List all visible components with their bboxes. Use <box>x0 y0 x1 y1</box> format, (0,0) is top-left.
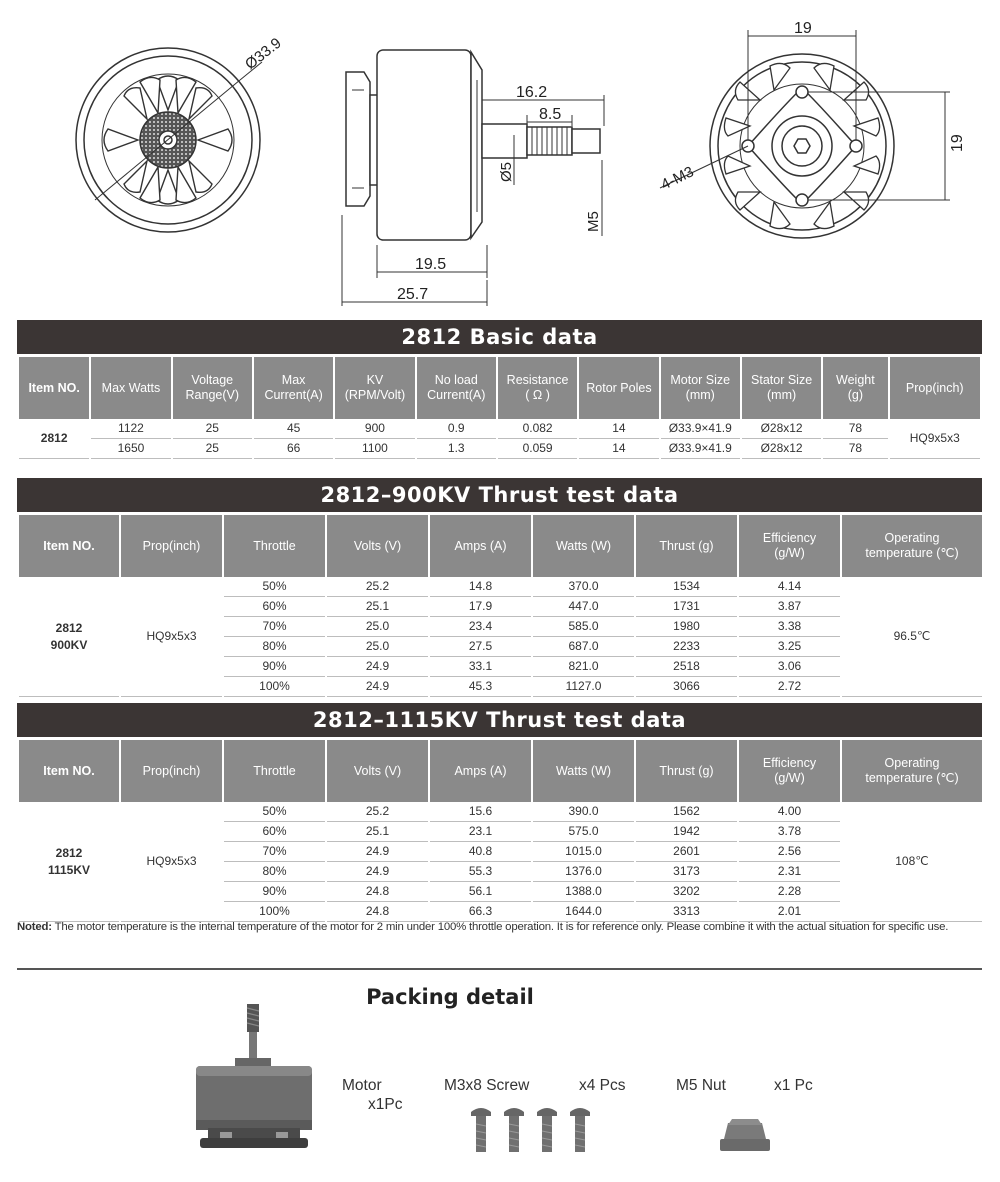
thrust-900kv-table <box>17 515 984 697</box>
table-cell: 33.1 <box>430 657 531 677</box>
column-header-line: Efficiency <box>762 756 817 770</box>
front-diameter-label: Ø33.9 <box>241 34 285 74</box>
screws-image <box>465 1104 605 1156</box>
table-cell: 1650 <box>91 439 170 459</box>
column-header-line: (mm) <box>767 388 797 402</box>
thrust-900kv-title: 2812–900KV Thrust test data <box>17 478 982 512</box>
basic-data-table <box>17 357 982 459</box>
column-header-line: Thrust (g) <box>659 763 714 778</box>
table-cell: 3.38 <box>739 617 840 637</box>
table-cell: 4.00 <box>739 802 840 822</box>
table-cell: 25.2 <box>327 802 428 822</box>
table-cell: 90% <box>224 882 325 902</box>
table-cell: 50% <box>224 577 325 597</box>
table-row <box>19 419 980 439</box>
nut-label: M5 Nut <box>676 1077 726 1094</box>
table-cell: 3202 <box>636 882 737 902</box>
column-header-line: Current(A) <box>264 388 323 402</box>
table-cell: 45.3 <box>430 677 531 697</box>
column-header-line: (mm) <box>685 388 715 402</box>
column-header <box>417 357 496 419</box>
column-header-line: Rotor Poles <box>586 380 652 395</box>
column-header-line: Max <box>281 373 306 387</box>
column-header-line: Voltage <box>191 373 234 387</box>
column-header-line: Throttle <box>253 763 296 778</box>
table-cell: 25 <box>173 439 252 459</box>
table-cell: 14 <box>579 419 658 439</box>
column-header-line: Item NO. <box>43 763 95 778</box>
table-cell: 25 <box>173 419 252 439</box>
table-cell: 0.082 <box>498 419 577 439</box>
table-cell: 60% <box>224 822 325 842</box>
table-cell: 585.0 <box>533 617 634 637</box>
prop-cell: HQ9x5x3 <box>890 419 980 459</box>
side-view <box>346 50 600 240</box>
rear-view <box>710 54 894 238</box>
table-cell: 2.72 <box>739 677 840 697</box>
side-dim-8-5: 8.5 <box>539 106 562 123</box>
column-header <box>254 357 333 419</box>
table-cell: 24.8 <box>327 882 428 902</box>
table-cell: 1.3 <box>417 439 496 459</box>
column-header-line: Stator Size <box>751 373 813 387</box>
table-cell: 14 <box>579 439 658 459</box>
column-header-line: Range(V) <box>185 388 240 402</box>
table-cell: 0.9 <box>417 419 496 439</box>
column-header <box>739 740 840 802</box>
motor-image <box>190 1000 320 1160</box>
table-cell: 24.8 <box>327 902 428 922</box>
table-cell: Ø33.9×41.9 <box>661 439 740 459</box>
table-cell: 1562 <box>636 802 737 822</box>
column-header <box>19 740 119 802</box>
column-header <box>91 357 170 419</box>
temperature-cell: 108℃ <box>842 802 982 922</box>
table-cell: Ø28x12 <box>742 439 821 459</box>
table-cell: 78 <box>823 439 887 459</box>
item-line: 1115KV <box>47 862 91 877</box>
column-header-line: Operating <box>884 756 940 770</box>
column-header-line: Prop(inch) <box>142 538 201 553</box>
table-cell: 1100 <box>335 439 414 459</box>
table-cell: Ø33.9×41.9 <box>661 419 740 439</box>
column-header-line: Volts (V) <box>353 763 402 778</box>
column-header-line: Current(A) <box>427 388 486 402</box>
column-header <box>430 515 531 577</box>
table-cell: 25.2 <box>327 577 428 597</box>
table-row <box>19 577 982 597</box>
column-header-line: Thrust (g) <box>659 538 714 553</box>
table-cell: 1731 <box>636 597 737 617</box>
table-cell: 0.059 <box>498 439 577 459</box>
column-header-line: Prop(inch) <box>142 763 201 778</box>
column-header <box>121 740 222 802</box>
table-cell: 2518 <box>636 657 737 677</box>
table-cell: 23.4 <box>430 617 531 637</box>
table-cell: 1980 <box>636 617 737 637</box>
table-cell: 25.1 <box>327 822 428 842</box>
table-cell: Ø28x12 <box>742 419 821 439</box>
footnote <box>17 921 987 933</box>
column-header-line: Amps (A) <box>454 538 507 553</box>
column-header-line: Motor Size <box>670 373 731 387</box>
column-header <box>430 740 531 802</box>
column-header-line: Prop(inch) <box>905 380 964 395</box>
column-header-line: Item NO. <box>28 380 80 395</box>
table-cell: 24.9 <box>327 657 428 677</box>
table-cell: 3066 <box>636 677 737 697</box>
table-cell: 78 <box>823 419 887 439</box>
front-view <box>76 48 262 232</box>
side-dim-shaft: Ø5 <box>498 161 515 182</box>
table-cell: 14.8 <box>430 577 531 597</box>
item-cell <box>19 577 119 697</box>
item-cell: 2812 <box>19 419 89 459</box>
table-cell: 1534 <box>636 577 737 597</box>
table-row <box>19 802 982 822</box>
table-cell: 1015.0 <box>533 842 634 862</box>
table-cell: 2.31 <box>739 862 840 882</box>
table-cell: 50% <box>224 802 325 822</box>
item-line: 900KV <box>50 637 88 652</box>
column-header <box>19 357 89 419</box>
column-header-line: Amps (A) <box>454 763 507 778</box>
table-cell: 90% <box>224 657 325 677</box>
table-cell: 2601 <box>636 842 737 862</box>
column-header <box>890 357 980 419</box>
column-header <box>742 357 821 419</box>
table-cell: 25.0 <box>327 637 428 657</box>
table-cell: 2.56 <box>739 842 840 862</box>
temperature-cell: 96.5℃ <box>842 577 982 697</box>
column-header <box>224 740 325 802</box>
table-cell: 390.0 <box>533 802 634 822</box>
prop-cell: HQ9x5x3 <box>121 577 222 697</box>
table-cell: 66 <box>254 439 333 459</box>
column-header <box>842 740 982 802</box>
nut-qty: x1 Pc <box>774 1077 813 1094</box>
table-cell: 24.9 <box>327 677 428 697</box>
table-cell: 1127.0 <box>533 677 634 697</box>
side-dim-19-5: 19.5 <box>415 256 447 273</box>
table-cell: 17.9 <box>430 597 531 617</box>
table-cell: 70% <box>224 842 325 862</box>
column-header <box>842 515 982 577</box>
column-header <box>579 357 658 419</box>
column-header <box>173 357 252 419</box>
table-cell: 370.0 <box>533 577 634 597</box>
column-header-line: (g/W) <box>774 771 805 785</box>
table-row <box>19 439 980 459</box>
column-header-line: ( Ω ) <box>525 388 550 402</box>
table-cell: 1388.0 <box>533 882 634 902</box>
table-cell: 2.01 <box>739 902 840 922</box>
item-line: 2812 <box>55 845 83 860</box>
table-cell: 60% <box>224 597 325 617</box>
table-cell: 1122 <box>91 419 170 439</box>
table-cell: 687.0 <box>533 637 634 657</box>
item-line: 2812 <box>55 620 83 635</box>
note-text: The motor temperature is the internal temperature of the motor for 2 min under 100% throttle operation. It is for reference only. Please combine it with the actual situation for specific use. <box>51 921 949 933</box>
table-cell: 24.9 <box>327 862 428 882</box>
side-dim-thread: M5 <box>585 211 602 232</box>
table-cell: 1942 <box>636 822 737 842</box>
column-header-line: Throttle <box>253 538 296 553</box>
table-cell: 2233 <box>636 637 737 657</box>
table-cell: 1376.0 <box>533 862 634 882</box>
table-cell: 3.06 <box>739 657 840 677</box>
column-header-line: Item NO. <box>43 538 95 553</box>
column-header <box>327 740 428 802</box>
table-cell: 4.14 <box>739 577 840 597</box>
table-cell: 821.0 <box>533 657 634 677</box>
column-header-line: Weight <box>836 373 875 387</box>
column-header <box>636 515 737 577</box>
column-header-line: Efficiency <box>762 531 817 545</box>
column-header-line: Resistance <box>506 373 569 387</box>
table-cell: 45 <box>254 419 333 439</box>
table-cell: 40.8 <box>430 842 531 862</box>
table-cell: 3.78 <box>739 822 840 842</box>
table-cell: 900 <box>335 419 414 439</box>
column-header <box>19 515 119 577</box>
prop-cell: HQ9x5x3 <box>121 802 222 922</box>
column-header <box>498 357 577 419</box>
side-dim-25-7: 25.7 <box>397 286 429 303</box>
table-cell: 3.87 <box>739 597 840 617</box>
thrust-1115kv-title: 2812–1115KV Thrust test data <box>17 703 982 737</box>
column-header-line: Watts (W) <box>555 763 612 778</box>
column-header <box>533 515 634 577</box>
motor-qty: x1Pc <box>368 1096 403 1113</box>
column-header <box>533 740 634 802</box>
table-cell: 3173 <box>636 862 737 882</box>
table-cell: 70% <box>224 617 325 637</box>
screw-label: M3x8 Screw <box>444 1077 530 1094</box>
basic-data-title: 2812 Basic data <box>17 320 982 354</box>
table-cell: 23.1 <box>430 822 531 842</box>
table-cell: 3.25 <box>739 637 840 657</box>
table-cell: 66.3 <box>430 902 531 922</box>
rear-dim-right: 19 <box>949 134 966 152</box>
column-header <box>823 357 887 419</box>
motor-label: Motor <box>342 1077 382 1094</box>
table-cell: 25.0 <box>327 617 428 637</box>
column-header-line: (g) <box>847 388 864 402</box>
table-cell: 1644.0 <box>533 902 634 922</box>
column-header-line: temperature (℃) <box>865 546 959 560</box>
column-header-line: temperature (℃) <box>865 771 959 785</box>
table-cell: 2.28 <box>739 882 840 902</box>
column-header-line: (RPM/Volt) <box>344 388 406 402</box>
column-header <box>335 357 414 419</box>
thrust-1115kv-table <box>17 740 984 922</box>
column-header-line: Volts (V) <box>353 538 402 553</box>
divider <box>17 968 982 970</box>
note-label: Noted: <box>17 921 52 933</box>
table-cell: 27.5 <box>430 637 531 657</box>
screw-qty: x4 Pcs <box>579 1077 626 1094</box>
packing-title: Packing detail <box>366 985 534 1009</box>
column-header-line: Max Watts <box>101 380 161 395</box>
table-cell: 100% <box>224 677 325 697</box>
column-header <box>661 357 740 419</box>
table-cell: 447.0 <box>533 597 634 617</box>
side-dim-16-2: 16.2 <box>516 84 548 101</box>
table-cell: 100% <box>224 902 325 922</box>
column-header <box>636 740 737 802</box>
table-cell: 575.0 <box>533 822 634 842</box>
column-header <box>224 515 325 577</box>
column-header <box>327 515 428 577</box>
table-cell: 15.6 <box>430 802 531 822</box>
table-cell: 24.9 <box>327 842 428 862</box>
table-cell: 56.1 <box>430 882 531 902</box>
column-header <box>739 515 840 577</box>
nut-image <box>718 1115 772 1155</box>
table-cell: 3313 <box>636 902 737 922</box>
column-header <box>121 515 222 577</box>
rear-dim-top: 19 <box>794 20 812 37</box>
column-header-line: KV <box>366 373 384 387</box>
rear-dim-holes: 4-M3 <box>658 163 697 194</box>
column-header-line: (g/W) <box>774 546 805 560</box>
item-cell <box>19 802 119 922</box>
column-header-line: No load <box>434 373 478 387</box>
table-cell: 55.3 <box>430 862 531 882</box>
motor-dimension-drawing <box>0 0 1000 310</box>
table-cell: 80% <box>224 862 325 882</box>
column-header-line: Watts (W) <box>555 538 612 553</box>
column-header-line: Operating <box>884 531 940 545</box>
table-cell: 80% <box>224 637 325 657</box>
table-cell: 25.1 <box>327 597 428 617</box>
